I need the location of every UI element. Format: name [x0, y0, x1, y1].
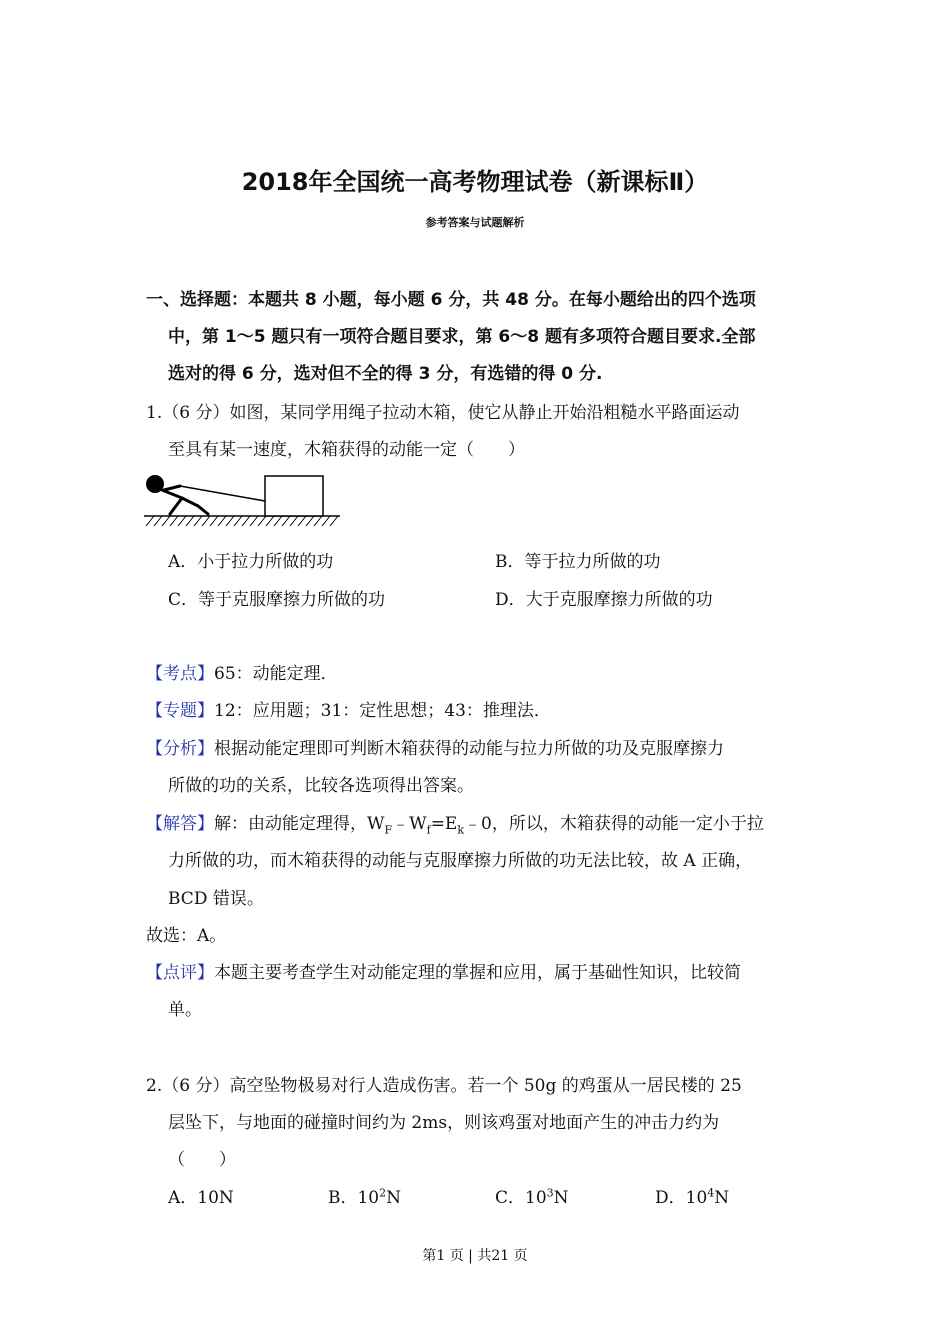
- subscript-f: f: [426, 823, 431, 837]
- q2-option-a: A．10N: [168, 1188, 234, 1208]
- kaodian-text: 65：动能定理．: [214, 664, 338, 684]
- q2-stem-line-3: （ ）: [168, 1150, 236, 1170]
- dianping-text-1: 本题主要考查学生对动能定理的掌握和应用，属于基础性知识，比较简: [214, 963, 741, 983]
- q2-option-b: [328, 1183, 401, 1208]
- q2-option-d: [655, 1183, 729, 1208]
- q1-option-a: A．小于拉力所做的功: [168, 552, 334, 572]
- jieda-text-d: ﹣0，所以，木箱获得的动能一定小于拉: [464, 814, 764, 834]
- q2-option-c: [495, 1183, 569, 1208]
- kaodian-tag: 【考点】: [146, 664, 214, 684]
- jieda-text-b: ﹣W: [392, 814, 427, 834]
- section-heading-line-1: 一、选择题：本题共 8 小题，每小题 6 分，共 48 分。在每小题给出的四个选项: [146, 290, 756, 310]
- q2-option-c-base: C．10: [495, 1188, 547, 1208]
- subscript-k: k: [457, 823, 465, 837]
- q1-zhuanti: [146, 696, 551, 721]
- q2-option-c-exponent: 3: [546, 1186, 554, 1200]
- section-heading-line-2: 中，第 1～5 题只有一项符合题目要求，第 6～8 题有多项符合题目要求.全部: [168, 327, 756, 347]
- rope: [180, 486, 265, 501]
- q1-kaodian: [146, 659, 338, 684]
- q2-option-d-unit: N: [714, 1188, 730, 1208]
- q1-jieda-line-3: BCD 错误。: [168, 889, 264, 909]
- page-title: 2018年全国统一高考物理试卷（新课标Ⅱ）: [241, 168, 709, 196]
- q2-option-b-unit: N: [386, 1188, 401, 1208]
- q1-jieda-line-2: 力所做的功，而木箱获得的动能与克服摩擦力所做的功无法比较，故 A 正确，: [168, 851, 753, 871]
- zhuanti-tag: 【专题】: [146, 701, 214, 721]
- zhuanti-text: 12：应用题；31：定性思想；43：推理法．: [214, 701, 551, 721]
- q1-dianping: [146, 958, 741, 983]
- q1-stem-line-2: 至具有某一速度，木箱获得的动能一定（ ）: [168, 440, 525, 460]
- q2-option-b-exponent: 2: [379, 1186, 387, 1200]
- q2-stem-line-1: 2.（6 分）高空坠物极易对行人造成伤害。若一个 50g 的鸡蛋从一居民楼的 25: [146, 1076, 742, 1096]
- q1-stem-line-1: 1.（6 分）如图，某同学用绳子拉动木箱，使它从静止开始沿粗糙水平路面运动: [146, 403, 740, 423]
- q1-fenxi-line-2: 所做的功的关系，比较各选项得出答案。: [168, 776, 474, 796]
- q2-option-b-base: B．10: [328, 1188, 380, 1208]
- jieda-tag: 【解答】: [146, 814, 214, 834]
- section-heading-line-3: 选对的得 6 分，选对但不全的得 3 分，有选错的得 0 分.: [168, 364, 603, 384]
- ground-hatching: [146, 516, 338, 526]
- fenxi-text-1: 根据动能定理即可判断木箱获得的动能与拉力所做的功及克服摩擦力: [214, 739, 724, 759]
- dianping-tag: 【点评】: [146, 963, 214, 983]
- q1-fenxi: [146, 734, 724, 759]
- q2-option-c-unit: N: [553, 1188, 569, 1208]
- q2-stem-line-2: 层坠下，与地面的碰撞时间约为 2ms，则该鸡蛋对地面产生的冲击力约为: [168, 1113, 720, 1133]
- jieda-text-a: 解：由动能定理得，W: [214, 814, 385, 834]
- page-subtitle: 参考答案与试题解析: [425, 216, 525, 229]
- q1-option-b: B．等于拉力所做的功: [495, 552, 661, 572]
- q2-option-d-exponent: 4: [707, 1186, 715, 1200]
- q1-jieda: [146, 809, 764, 836]
- subscript-F: F: [384, 823, 393, 837]
- q1-dianping-line-2: 单。: [168, 1000, 202, 1020]
- fenxi-tag: 【分析】: [146, 739, 214, 759]
- jieda-text-c: =E: [430, 814, 458, 834]
- q1-answer: 故选：A。: [146, 926, 227, 946]
- q2-option-d-base: D．10: [655, 1188, 708, 1208]
- q1-option-c: C．等于克服摩擦力所做的功: [168, 590, 386, 610]
- wooden-box: [265, 476, 323, 516]
- q1-option-d: D．大于克服摩擦力所做的功: [495, 590, 713, 610]
- page-footer: 第1 页 | 共21 页: [422, 1248, 528, 1264]
- q1-figure-person-pulling-box: [142, 468, 342, 530]
